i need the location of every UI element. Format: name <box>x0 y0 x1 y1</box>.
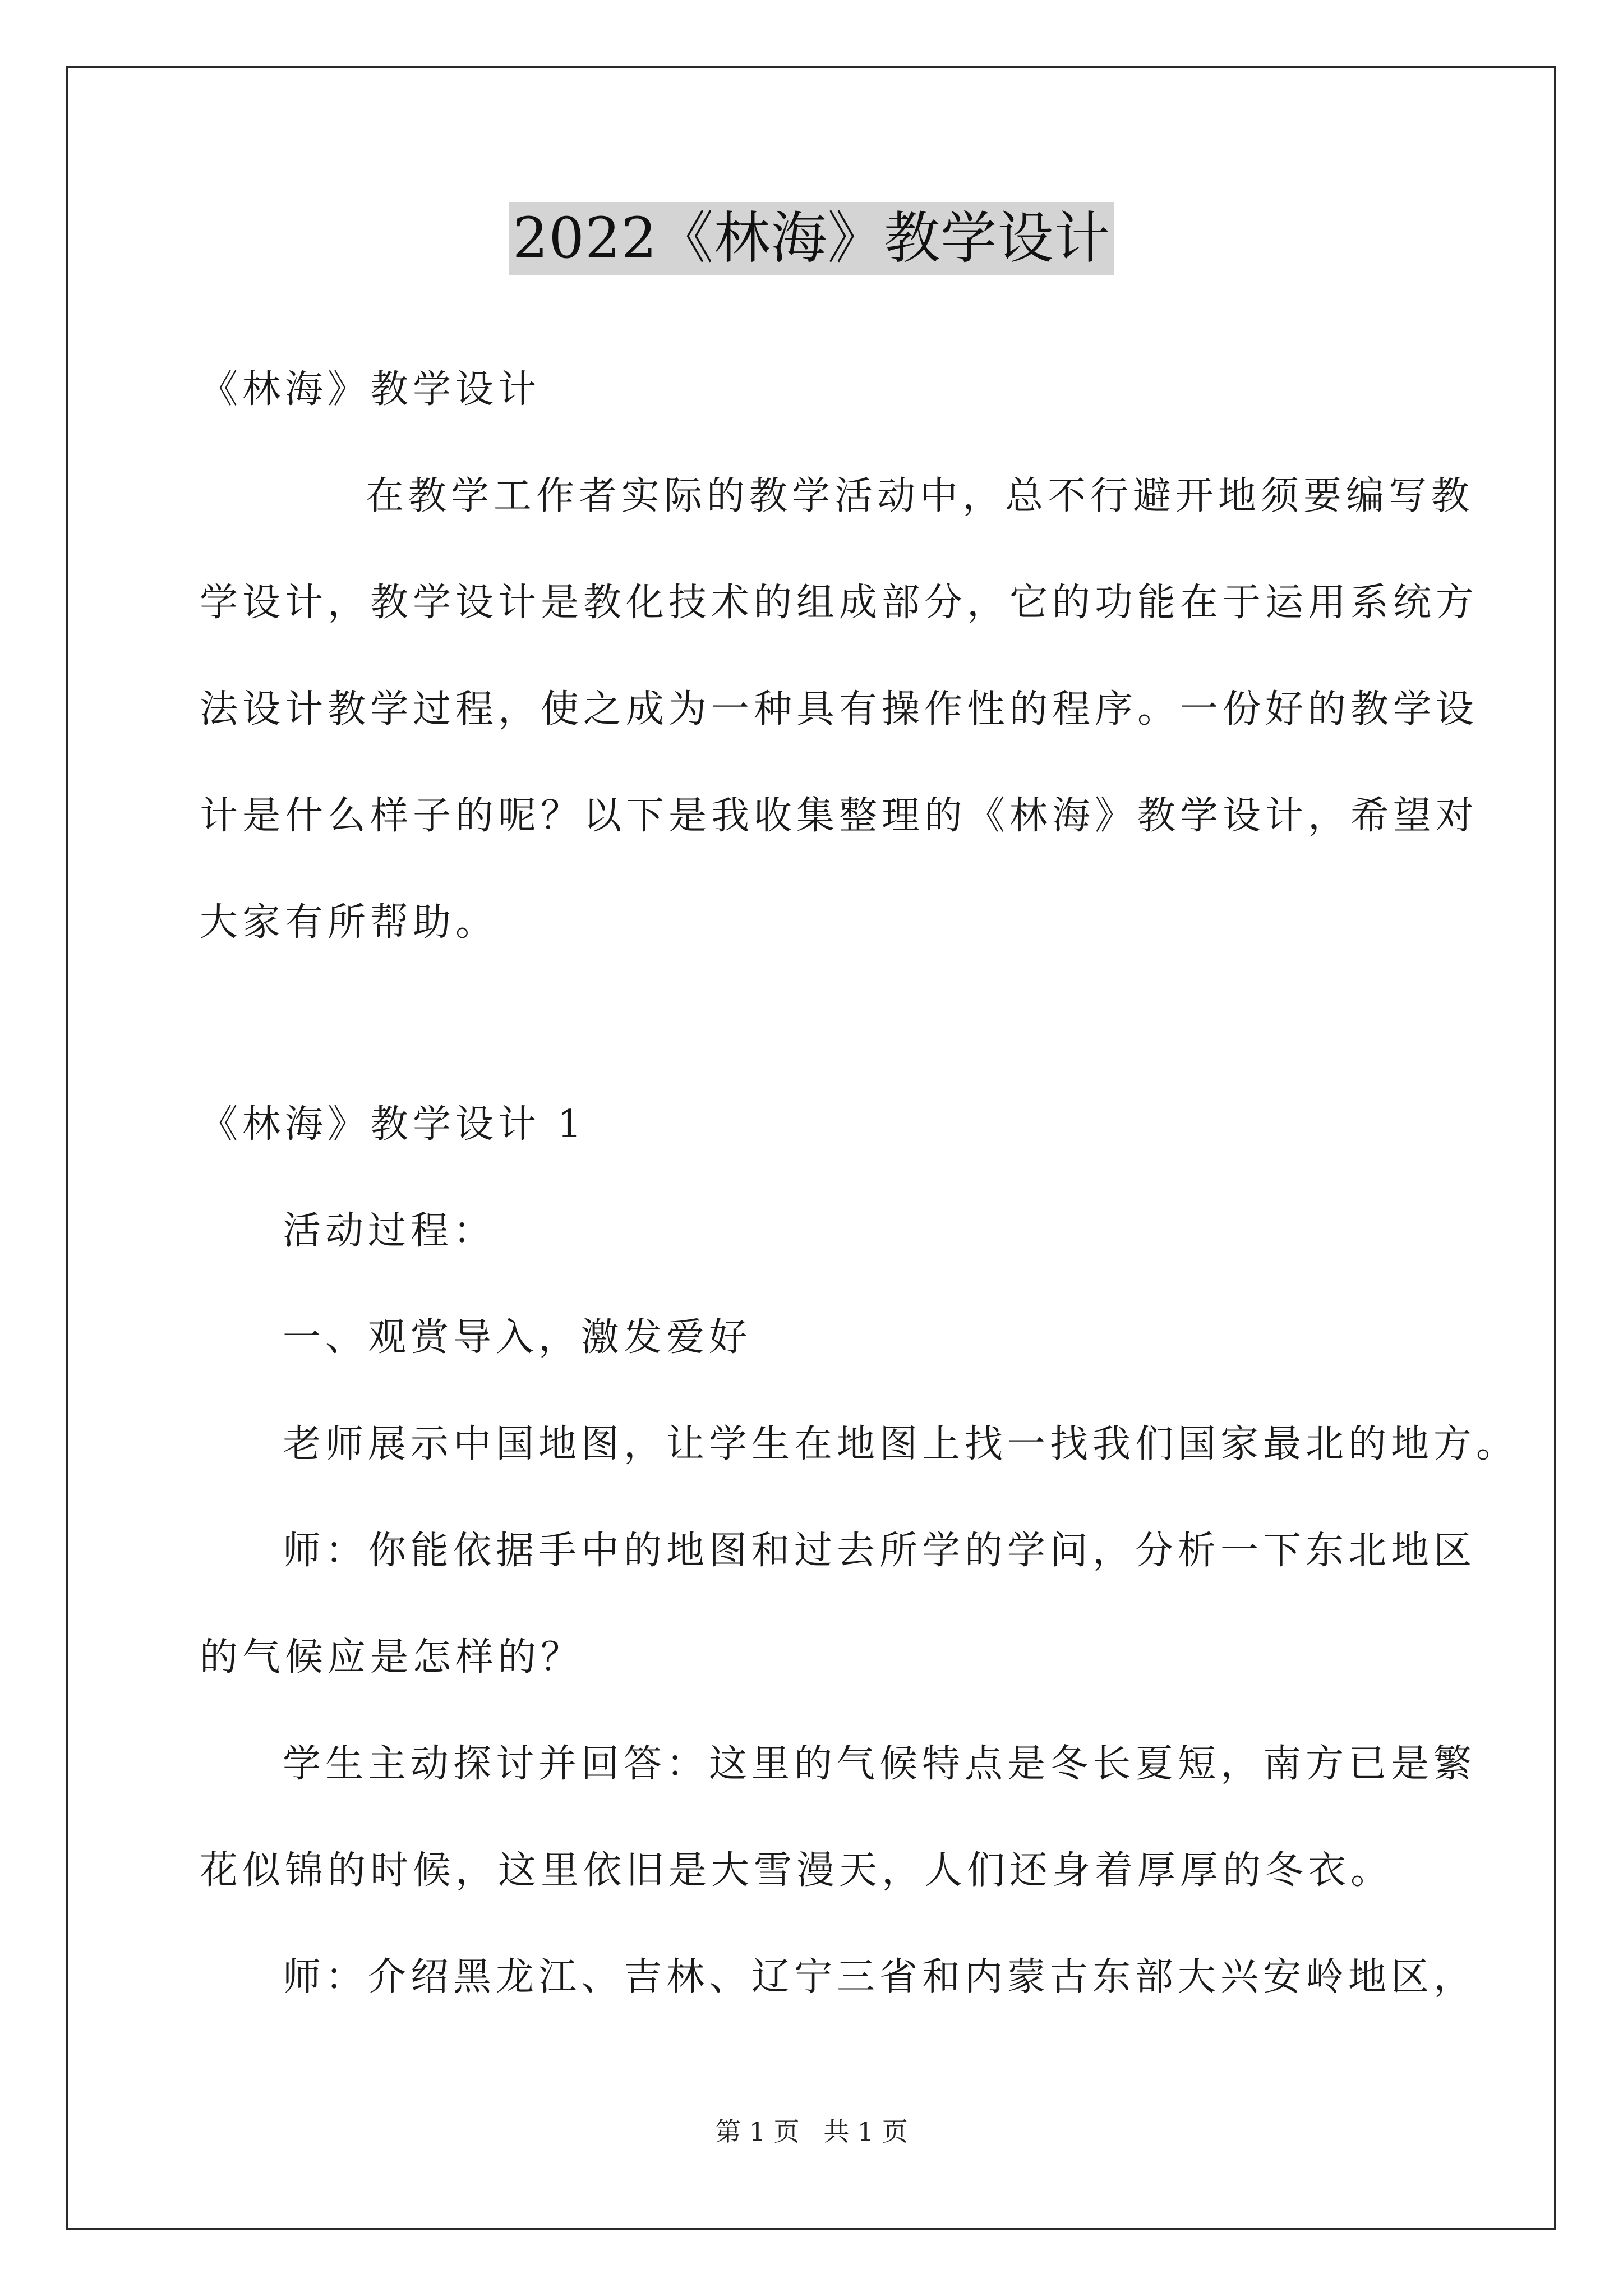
document-title: 2022《林海》教学设计 <box>509 202 1114 275</box>
section-line-6: 学生主动探讨并回答：这里的气候特点是冬长夏短，南方已是繁 <box>283 1742 1477 1786</box>
section-line-8: 师：介绍黑龙江、吉林、辽宁三省和内蒙古东部大兴安岭地区， <box>283 1955 1477 1999</box>
section-line-3: 老师展示中国地图，让学生在地图上找一找我们国家最北的地方。 <box>283 1422 1519 1466</box>
footer-page-current: 第 1 页 <box>715 2116 800 2147</box>
intro-line-5: 大家有所帮助。 <box>200 900 499 945</box>
section-line-1: 活动过程： <box>283 1209 496 1253</box>
footer-page-total: 共 1 页 <box>823 2116 908 2147</box>
section-line-2: 一、观赏导入，激发爱好 <box>283 1315 752 1360</box>
intro-line-1: 在教学工作者实际的教学活动中，总不行避开地须要编写教 <box>366 474 1474 518</box>
section-line-7: 花似锦的时候，这里依旧是大雪漫天，人们还身着厚厚的冬衣。 <box>200 1848 1394 1893</box>
title-wrapper <box>0 202 1623 275</box>
intro-line-2: 学设计，教学设计是教化技术的组成部分，它的功能在于运用系统方 <box>200 581 1479 625</box>
section-heading: 《林海》教学设计 1 <box>200 1102 586 1147</box>
page-footer <box>0 2115 1623 2148</box>
section-line-5: 的气候应是怎样的？ <box>200 1635 584 1680</box>
section-line-4: 师：你能依据手中的地图和过去所学的学问，分析一下东北地区 <box>283 1529 1477 1573</box>
intro-line-4: 计是什么样子的呢？以下是我收集整理的《林海》教学设计，希望对 <box>200 794 1479 838</box>
subtitle: 《林海》教学设计 <box>200 367 541 412</box>
body-text-top <box>200 337 1479 976</box>
body-text-section <box>200 1071 1519 2031</box>
intro-line-3: 法设计教学过程，使之成为一种具有操作性的程序。一份好的教学设 <box>200 687 1479 731</box>
